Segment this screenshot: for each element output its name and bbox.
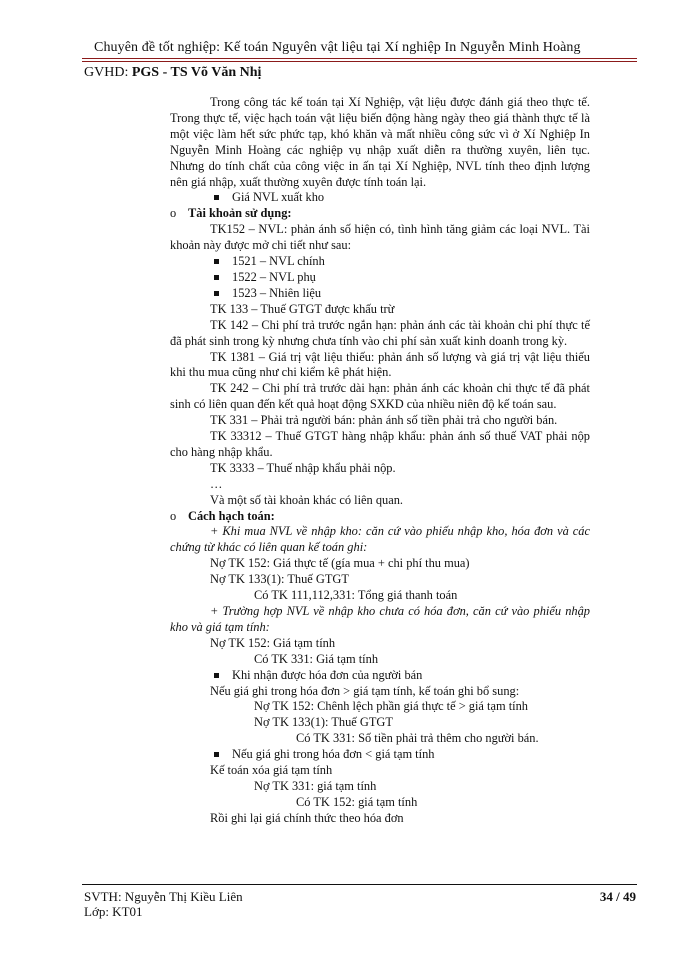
supervisor-name: PGS - TS Võ Văn Nhị — [131, 65, 262, 80]
section-cach-hach-toan — [170, 509, 590, 525]
entry-line: Kế toán xóa giá tạm tính — [210, 763, 333, 778]
tk242-paragraph: TK 242 – Chi phí trả trước dài hạn: phản ánh các khoản chi thực tế đã phát sinh có liên quan đến kết quả hoạt động SXKD của nhiều niên độ kế toán sau. — [170, 381, 590, 412]
tk331-paragraph: TK 331 – Phải trả người bán: phản ánh số tiền phải trả cho người bán. — [210, 413, 558, 428]
bullet-1521: 1521 – NVL chính — [170, 254, 590, 270]
section-tai-khoan — [170, 206, 590, 222]
entry-line: Nếu giá ghi trong hóa đơn > giá tạm tính, kế toán ghi bổ sung: — [210, 683, 520, 698]
intro-paragraph: Trong công tác kế toán tại Xí Nghiệp, vật liệu được đánh giá theo thực tế. Trong thực tế, việc hạch toán vật liệu biến động hàng ngày theo giá thành thực tế là một việc làm hết sức phức tạp, khó khăn và mất nhiều công sức vì ở Xí Nghiệp In Nguyễn Minh Hoàng các nghiệp vụ nhập xuất diễn ra thường xuyên, liên tục. Nhưng do tính chất của công việc in ấn tại Xí Nghiệp, NVL tính theo định lượng nên giá nhập, xuất thường xuyên được tính toán lại. — [170, 95, 590, 189]
entry-line: Nợ TK 133(1): Thuế GTGT — [254, 715, 393, 730]
header-supervisor — [84, 65, 261, 81]
ellipsis: … — [210, 476, 223, 491]
footer-student: SVTH: Nguyễn Thị Kiều Liên — [84, 889, 243, 904]
circle-bullet-icon: o — [170, 206, 177, 221]
case2-heading: + Trường hợp NVL về nhập kho chưa có hóa đơn, căn cứ vào phiếu nhập kho và giá tạm tính: — [170, 604, 590, 634]
square-bullet-icon — [214, 752, 219, 757]
body-text — [170, 95, 590, 827]
bullet-1523: 1523 – Nhiên liệu — [170, 286, 590, 302]
tk33312-paragraph: TK 33312 – Thuế GTGT hàng nhập khẩu: phản ánh số thuế VAT phải nộp cho hàng nhập khẩu. — [170, 429, 590, 459]
tk1381-paragraph: TK 1381 – Giá trị vật liệu thiếu: phản ánh số lượng và giá trị vật liệu thiếu khi thu mua cũng như chi kiểm kê phát hiện. — [170, 349, 590, 380]
entry-line: Nợ TK 152: Giá tạm tính — [210, 635, 336, 650]
page-number: 34 / 49 — [599, 889, 636, 904]
square-bullet-icon — [214, 259, 219, 264]
supervisor-label: GVHD: — [84, 65, 129, 80]
case1-heading: + Khi mua NVL về nhập kho: căn cứ vào phiếu nhập kho, hóa đơn và các chứng từ khác có liên quan kế toán ghi: — [170, 524, 590, 555]
entry-line: Có TK 152: giá tạm tính — [296, 794, 418, 809]
tk133-paragraph: TK 133 – Thuế GTGT được khấu trừ — [210, 301, 395, 316]
header-rule-top — [82, 58, 637, 59]
bullet-gia-nho-hon: Nếu giá ghi trong hóa đơn < giá tạm tính — [170, 747, 590, 763]
square-bullet-icon — [214, 195, 219, 200]
entry-line: Rồi ghi lại giá chính thức theo hóa đơn — [210, 810, 404, 825]
circle-bullet-icon: o — [170, 508, 177, 523]
square-bullet-icon — [214, 275, 219, 280]
header-title: Chuyên đề tốt nghiệp: Kế toán Nguyên vật liệu tại Xí nghiệp In Nguyễn Minh Hoàng — [94, 40, 581, 55]
bullet-1522: 1522 – NVL phụ — [170, 270, 590, 286]
entry-line: Có TK 331: Giá tạm tính — [254, 651, 379, 666]
section-title: Tài khoản sử dụng: — [188, 206, 292, 221]
tk3333-paragraph: TK 3333 – Thuế nhập khẩu phải nộp. — [210, 460, 396, 475]
entry-line: Có TK 111,112,331: Tổng giá thanh toán — [254, 588, 458, 603]
entry-line: Có TK 331: Số tiền phải trả thêm cho người bán. — [296, 731, 539, 746]
bullet-gia-nvl: Giá NVL xuất kho — [170, 190, 590, 206]
tk142-paragraph: TK 142 – Chi phí trả trước ngắn hạn: phản ánh các tài khoản chi phí thực tế đã phát sinh trong kỳ nhưng chưa tính vào chi phí sản xuất kinh doanh trong kỳ. — [170, 317, 590, 348]
entry-line: Nợ TK 133(1): Thuế GTGT — [210, 572, 349, 587]
footer-class: Lớp: KT01 — [84, 904, 143, 919]
entry-line: Nợ TK 152: Giá thực tế (gía mua + chi phí thu mua) — [210, 556, 470, 571]
entry-line: Nợ TK 152: Chênh lệch phần giá thực tế > giá tạm tính — [254, 699, 528, 714]
bullet-nhan-hoa-don: Khi nhận được hóa đơn của người bán — [170, 668, 590, 684]
footer-rule — [82, 884, 637, 885]
square-bullet-icon — [214, 673, 219, 678]
header-rule-bottom — [82, 61, 637, 62]
entry-line: Nợ TK 331: giá tạm tính — [254, 778, 377, 793]
others-paragraph: Và một số tài khoản khác có liên quan. — [210, 492, 404, 507]
tk152-paragraph: TK152 – NVL: phản ánh số hiện có, tình hình tăng giảm các loại NVL. Tài khoản này được mở chi tiết như sau: — [170, 222, 590, 253]
section-title: Cách hạch toán: — [188, 508, 275, 523]
square-bullet-icon — [214, 291, 219, 296]
